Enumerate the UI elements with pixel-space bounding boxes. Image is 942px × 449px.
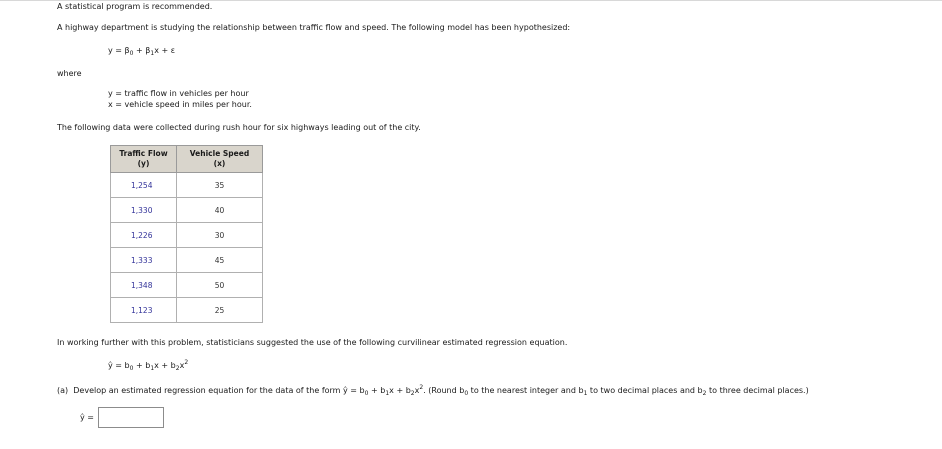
def-x: x = vehicle speed in miles per hour. — [108, 100, 252, 109]
cell-vehicle-speed: 30 — [177, 223, 263, 248]
cell-vehicle-speed: 25 — [177, 298, 263, 323]
cell-traffic-flow: 1,348 — [111, 273, 177, 298]
cell-traffic-flow: 1,123 — [111, 298, 177, 323]
cell-vehicle-speed: 40 — [177, 198, 263, 223]
data-intro-text: The following data were collected during rush hour for six highways leading out of the city. — [57, 123, 421, 132]
cell-traffic-flow: 1,226 — [111, 223, 177, 248]
cell-traffic-flow: 1,254 — [111, 173, 177, 198]
part-a-question: (a) Develop an estimated regression equation for the data of the form ŷ = $b_0 + b_1x + b_2x^2$. (Round $b_0$ to the nearest integer and $b_1$ to two decimal places and $b_2$ to three decimal places.) — [57, 384, 809, 397]
cell-vehicle-speed: 35 — [177, 173, 263, 198]
answer-label: ŷ = — [80, 413, 94, 422]
cell-traffic-flow: 1,333 — [111, 248, 177, 273]
table-row — [111, 173, 263, 198]
curvilinear-equation: ŷ = $b_0 + b_1x + b_2x^2$ — [108, 359, 189, 372]
form-equation: ŷ = $b_0 + b_1x + b_2x^2$ — [343, 384, 424, 397]
answer-input[interactable] — [98, 407, 164, 428]
table-row — [111, 298, 263, 323]
def-y: y = traffic flow in vehicles per hour — [108, 89, 249, 98]
curvilinear-intro-text: In working further with this problem, statisticians suggested the use of the following curvilinear estimated regression equation. — [57, 338, 568, 347]
table-row — [111, 273, 263, 298]
cell-vehicle-speed: 45 — [177, 248, 263, 273]
where-label: where — [57, 69, 82, 78]
part-a-label: (a) — [57, 386, 69, 395]
table-row — [111, 223, 263, 248]
problem-text: A highway department is studying the relationship between traffic flow and speed. The following model has been hypothesized: — [57, 23, 571, 32]
model-equation: $y = \beta_0 + \beta_1x + \varepsilon$ — [108, 46, 176, 57]
cell-vehicle-speed: 50 — [177, 273, 263, 298]
intro-text: A statistical program is recommended. — [57, 2, 213, 11]
table-row — [111, 248, 263, 273]
header-traffic-flow: Traffic Flow (y) — [111, 146, 177, 173]
table-row — [111, 198, 263, 223]
cell-traffic-flow: 1,330 — [111, 198, 177, 223]
header-vehicle-speed: Vehicle Speed (x) — [177, 146, 263, 173]
data-table — [110, 145, 263, 323]
